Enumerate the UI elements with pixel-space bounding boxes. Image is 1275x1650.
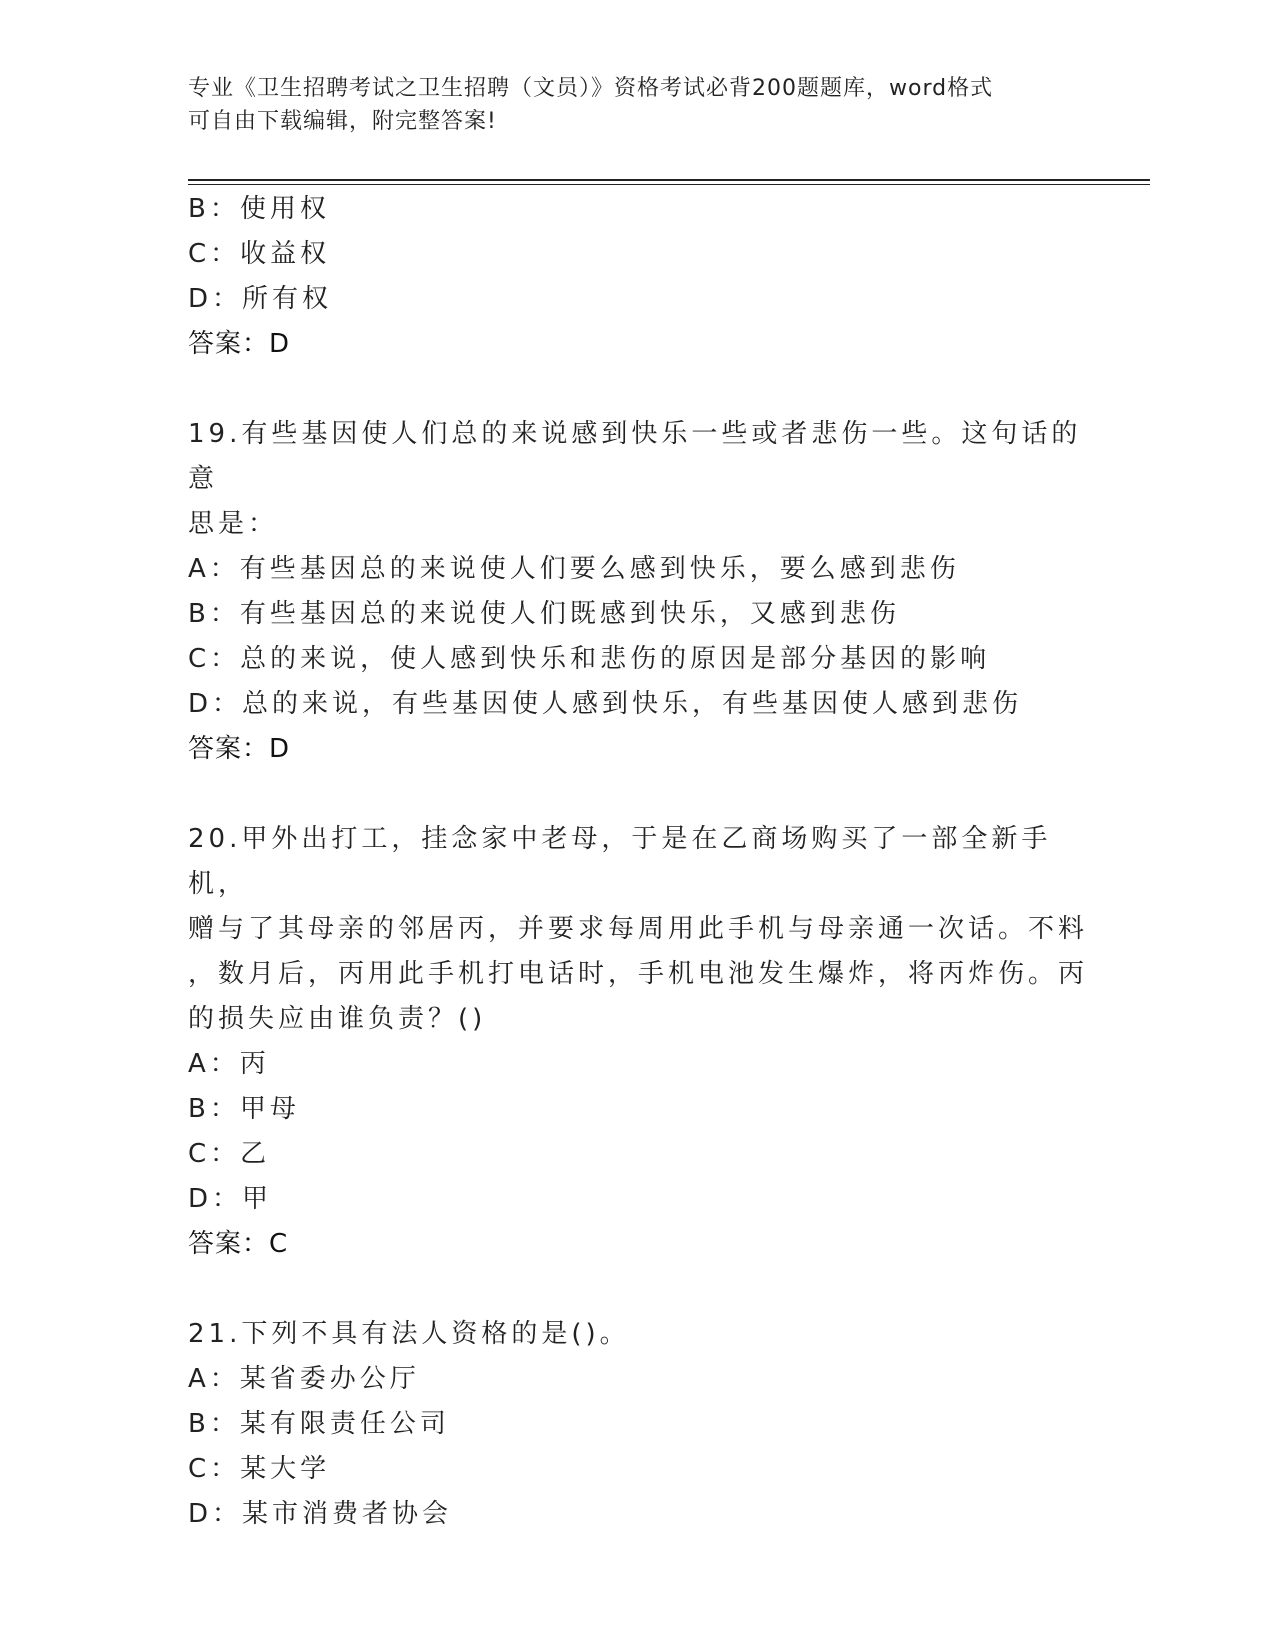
spacer [188,772,1088,817]
option-a: A：有些基因总的来说使人们要么感到快乐，要么感到悲伤 [188,554,960,584]
question-19 [188,412,1088,772]
option-a: A：某省委办公厅 [188,1364,420,1394]
option-c: C：收益权 [188,239,331,269]
answer-line: 答案：C [188,1229,289,1259]
question-list [188,187,1088,1537]
option-c: C：总的来说，使人感到快乐和悲伤的原因是部分基因的影响 [188,644,991,674]
option-b: B：某有限责任公司 [188,1409,450,1439]
option-c: C：乙 [188,1139,271,1169]
option-c: C：某大学 [188,1454,331,1484]
option-d: D：某市消费者协会 [188,1499,453,1529]
question-21 [188,1312,1088,1537]
document-header [188,72,1088,138]
option-d: D：总的来说，有些基因使人感到快乐，有些基因使人感到悲伤 [188,689,1023,719]
question-stem: 20.甲外出打工，挂念家中老母，于是在乙商场购买了一部全新手机， 赠与了其母亲的邻居丙，并要求每周用此手机与母亲通一次话。不料 ，数月后，丙用此手机打电话时，手机电池发生爆炸，将丙炸伤。丙 的损失应由谁负责？() [188,824,1089,1034]
answer-line: 答案：D [188,734,291,764]
option-b: B：有些基因总的来说使人们既感到快乐，又感到悲伤 [188,599,900,629]
spacer [188,367,1088,412]
header-rule-thin [188,184,1150,185]
question-20 [188,817,1088,1267]
header-line-1: 专业《卫生招聘考试之卫生招聘（文员）》资格考试必背200题题库，word格式 [188,76,994,101]
option-b: B：使用权 [188,194,330,224]
spacer [188,1267,1088,1312]
question-stem: 19.有些基因使人们总的来说感到快乐一些或者悲伤一些。这句话的意 思是： [188,419,1082,539]
option-d: D：甲 [188,1184,273,1214]
header-rule-thick [188,179,1150,181]
option-d: D：所有权 [188,284,333,314]
header-line-2: 可自由下载编辑，附完整答案! [188,109,497,134]
question-stem: 21.下列不具有法人资格的是()。 [188,1319,630,1349]
option-b: B：甲母 [188,1094,300,1124]
answer-line: 答案：D [188,329,291,359]
option-a: A：丙 [188,1049,270,1079]
question-18 [188,187,1088,367]
